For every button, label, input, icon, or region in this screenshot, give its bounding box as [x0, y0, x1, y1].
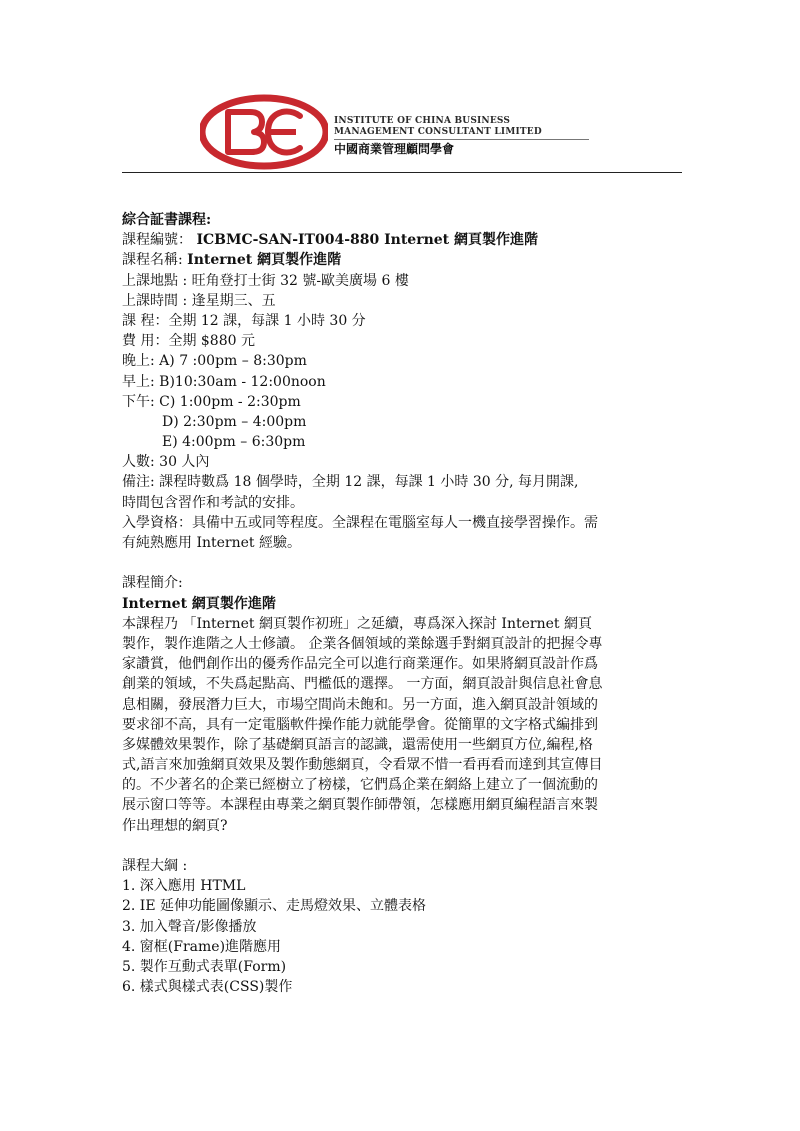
course-time: 上課時間 : 逢星期三、五	[122, 292, 276, 309]
course-code-label: 課程編號：	[122, 232, 192, 249]
outline-heading: 課程大綱 :	[122, 858, 188, 874]
course-name-value: Internet 網頁製作進階	[187, 252, 342, 269]
outline-item: 1. 深入應用 HTML	[122, 878, 246, 895]
letterhead	[200, 92, 620, 172]
intro-paragraph-line: 製作，製作進階之人士修讀。 企業各個領域的業餘選手對網頁設計的把握令專	[122, 635, 603, 652]
intro-paragraph-line: 創業的領域，不失爲起點高、門檻低的選擇。 一方面，網頁設計與信息社會息	[122, 676, 603, 693]
intro-paragraph-line: 家讚賞，他們創作出的優秀作品完全可以進行商業運作。如果將網頁設計作爲	[122, 656, 598, 673]
course-headcount: 人數: 30 人內	[122, 454, 210, 471]
schedule-morning: 早上: B)10:30am - 12:00noon	[122, 373, 326, 390]
intro-paragraph-line: 多媒體效果製作，除了基礎網頁語言的認識，還需使用一些網頁方位,編程,格	[122, 736, 593, 753]
course-code	[122, 230, 682, 250]
schedule-afternoon-c: 下午: C) 1:00pm - 2:30pm	[122, 393, 301, 410]
course-remark-line1: 備注: 課程時數爲 18 個學時，全期 12 課，每課 1 小時 30 分, 每月開課,	[122, 474, 579, 491]
course-sessions: 課 程：全期 12 課，每課 1 小時 30 分	[122, 312, 366, 329]
course-fee: 費 用：全期 $880 元	[122, 333, 255, 350]
outline-item: 3. 加入聲音/影像播放	[122, 918, 257, 935]
institute-name-en-line2: MANAGEMENT CONSULTANT LIMITED	[334, 127, 589, 140]
course-name-label: 課程名稱:	[122, 252, 183, 269]
course-name	[122, 250, 682, 270]
schedule-e: E) 4:00pm – 6:30pm	[162, 434, 306, 451]
course-code-value: ICBMC-SAN-IT004-880 Internet 網頁製作進階	[196, 232, 539, 249]
intro-heading: 課程簡介:	[122, 575, 183, 592]
institute-name-en-line1: INSTITUTE OF CHINA BUSINESS	[334, 116, 511, 126]
intro-paragraph-line: 展示窗口等等。本課程由專業之網頁製作師帶領，怎樣應用網頁編程語言來製	[122, 797, 598, 814]
header-divider	[122, 172, 682, 173]
intro-paragraph-line: 作出理想的網頁?	[122, 817, 228, 834]
outline-item: 6. 樣式與樣式表(CSS)製作	[122, 979, 293, 996]
institute-logo-icon	[200, 92, 328, 172]
schedule-evening: 晚上: A) 7 :00pm – 8:30pm	[122, 353, 307, 370]
intro-paragraph-line: 的。不少著名的企業已經樹立了榜樣，它們爲企業在網絡上建立了一個流動的	[122, 777, 598, 794]
course-requirement-line1: 入學資格：具備中五或同等程度。全課程在電腦室每人一機直接學習操作。需	[122, 514, 598, 531]
spacer	[122, 836, 682, 856]
intro-paragraph-line: 式,語言來加強網頁效果及製作動態網頁，令看眾不惜一看再看而達到其宣傳目	[122, 757, 603, 774]
course-requirement-line2: 有純熟應用 Internet 經驗。	[122, 535, 301, 551]
course-document-body	[122, 210, 682, 997]
schedule-d: D) 2:30pm – 4:00pm	[162, 413, 307, 430]
outline-item: 4. 窗框(Frame)進階應用	[122, 938, 282, 955]
intro-paragraph-line: 要求卻不高，具有一定電腦軟件操作能力就能學會。從簡單的文字格式編排到	[122, 716, 598, 733]
course-location: 上課地點 : 旺角登打士街 32 號-歐美廣場 6 樓	[122, 272, 409, 289]
spacer	[122, 553, 682, 573]
intro-subtitle: Internet 網頁製作進階	[122, 595, 276, 612]
outline-item: 2. IE 延伸功能圖像顯示、走馬燈效果、立體表格	[122, 898, 427, 915]
institute-name	[334, 116, 634, 157]
course-heading: 綜合証書課程:	[122, 212, 212, 228]
institute-name-zh: 中國商業管理顧問學會	[334, 142, 455, 156]
intro-paragraph-line: 本課程乃 「Internet 網頁製作初班」之延續，專爲深入探討 Internet 網頁	[122, 615, 592, 632]
course-remark-line2: 時間包含習作和考試的安排。	[122, 494, 304, 511]
intro-paragraph-line: 息相關，發展潛力巨大，市場空間尚未飽和。另一方面，進入網頁設計領域的	[122, 696, 598, 713]
outline-item: 5. 製作互動式表單(Form)	[122, 958, 287, 975]
